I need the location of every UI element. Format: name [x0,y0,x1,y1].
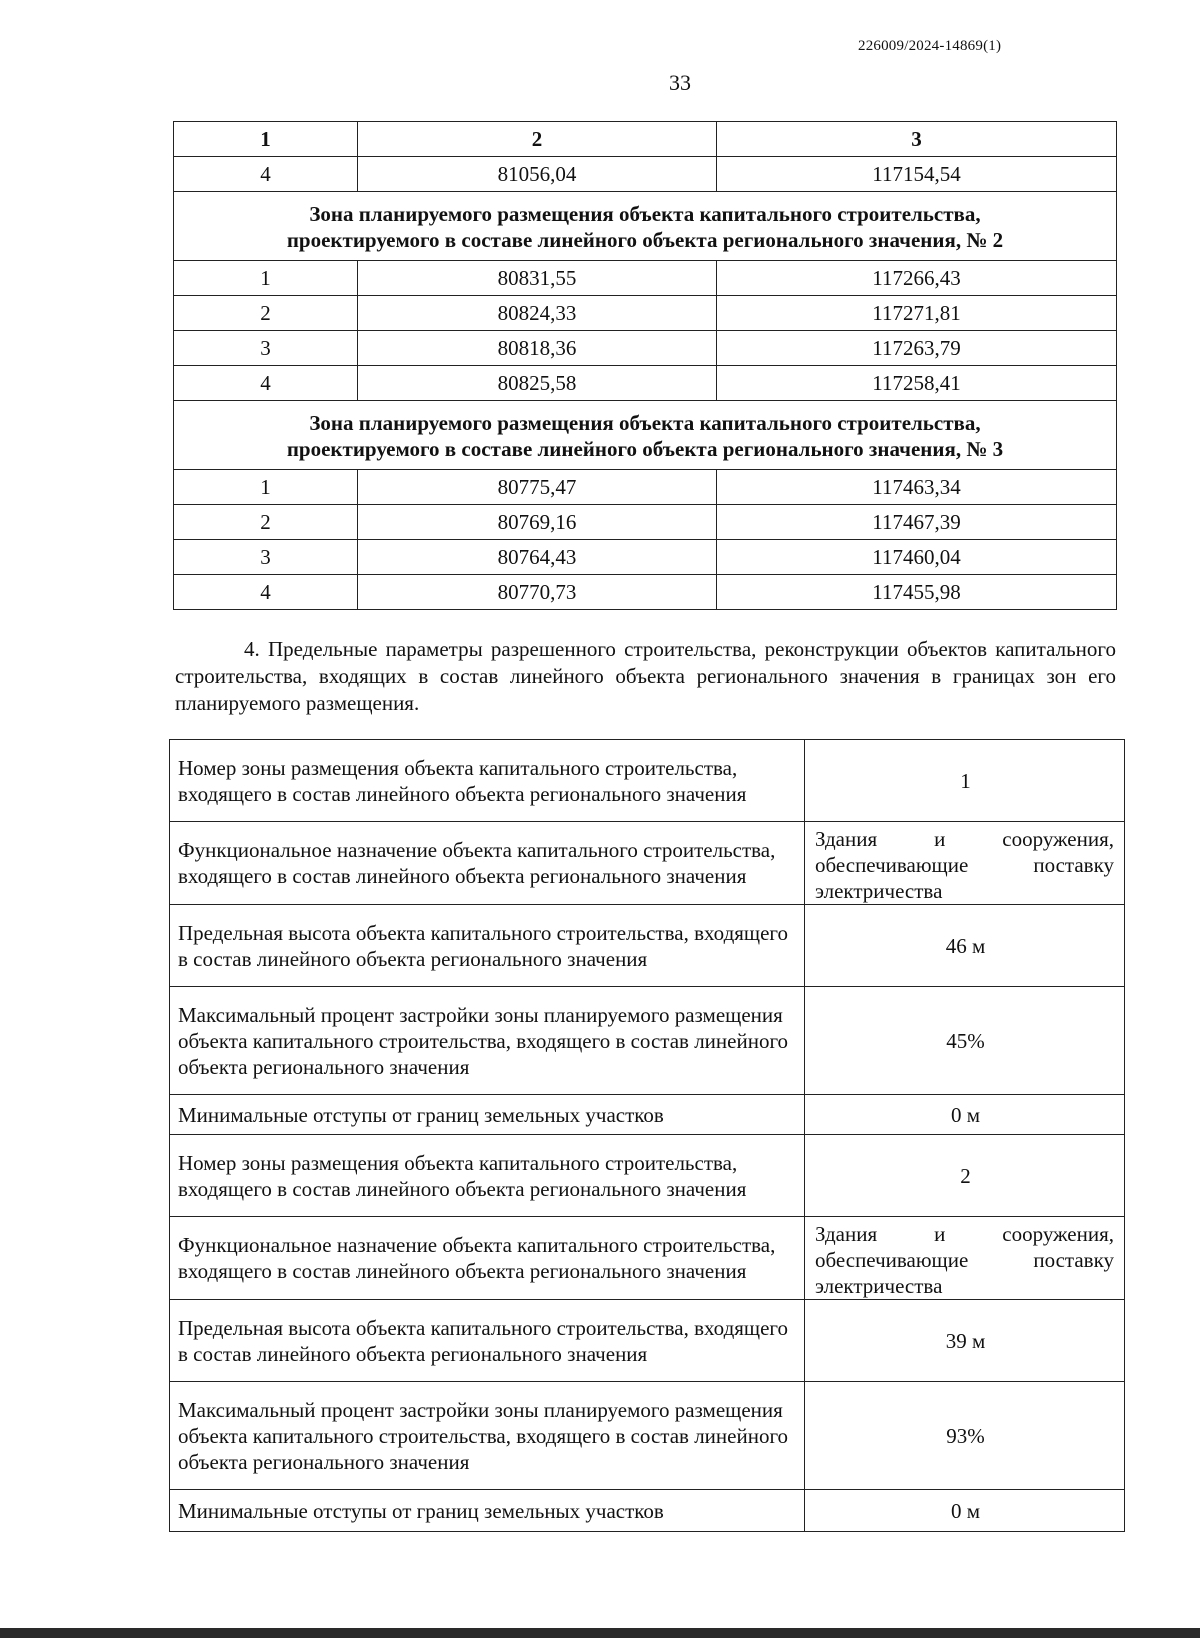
coord-y: 117263,79 [717,331,1117,366]
table-row [174,366,1117,401]
table-row [174,157,1117,192]
param-value: 39 м [805,1300,1125,1382]
param-label: Номер зоны размещения объекта капитального строительства, входящего в состав линейного объекта регионального значения [170,1135,805,1217]
point-number: 4 [174,366,358,401]
param-value: 2 [805,1135,1125,1217]
table-row [174,505,1117,540]
param-row [170,987,1125,1095]
param-value: 93% [805,1382,1125,1490]
param-label: Максимальный процент застройки зоны планируемого размещения объекта капитального строительства, входящего в состав линейного объекта регионального значения [170,1382,805,1490]
page-number: 33 [669,70,691,95]
section-4-paragraph: 4. Предельные параметры разрешенного строительства, реконструкции объектов капитального строительства, входящих в состав линейного объекта регионального значения в границах зон его планируемого размещения. [175,637,1116,715]
param-value: 46 м [805,905,1125,987]
zone-header-row [174,192,1117,261]
point-number: 1 [174,261,358,296]
column-header: 3 [717,122,1117,157]
param-row [170,1095,1125,1135]
param-label: Минимальные отступы от границ земельных участков [170,1095,805,1135]
coord-x: 80825,58 [358,366,717,401]
column-header: 1 [174,122,358,157]
table-header-row [174,122,1117,157]
zone-title-line: проектируемого в составе линейного объекта регионального значения, № 3 [286,437,1004,461]
param-label: Максимальный процент застройки зоны планируемого размещения объекта капитального строительства, входящего в состав линейного объекта регионального значения [170,987,805,1095]
coord-y: 117455,98 [717,575,1117,610]
param-value: 1 [805,740,1125,822]
point-number: 2 [174,505,358,540]
param-row [170,1217,1125,1300]
table-row [174,261,1117,296]
param-label: Функциональное назначение объекта капитального строительства, входящего в состав линейного объекта регионального значения [170,1217,805,1300]
point-number: 4 [174,575,358,610]
point-number: 1 [174,470,358,505]
coord-x: 80824,33 [358,296,717,331]
coord-x: 80769,16 [358,505,717,540]
coord-x: 81056,04 [358,157,717,192]
param-value: 0 м [805,1490,1125,1532]
param-row [170,1382,1125,1490]
param-label: Минимальные отступы от границ земельных участков [170,1490,805,1532]
param-row [170,740,1125,822]
column-header: 2 [358,122,717,157]
coord-y: 117460,04 [717,540,1117,575]
param-value: 0 м [805,1095,1125,1135]
point-number: 4 [174,157,358,192]
param-value: Здания и сооружения, обеспечивающие поставку электричества [805,1217,1125,1300]
param-row [170,1135,1125,1217]
coord-x: 80818,36 [358,331,717,366]
coord-x: 80831,55 [358,261,717,296]
zone-title-line: проектируемого в составе линейного объекта регионального значения, № 2 [286,228,1004,252]
coord-y: 117266,43 [717,261,1117,296]
table-row [174,575,1117,610]
zone-title [174,192,1117,261]
param-row [170,822,1125,905]
point-number: 2 [174,296,358,331]
param-label: Функциональное назначение объекта капитального строительства, входящего в состав линейного объекта регионального значения [170,822,805,905]
coord-y: 117271,81 [717,296,1117,331]
table-row [174,470,1117,505]
coord-y: 117258,41 [717,366,1117,401]
point-number: 3 [174,540,358,575]
document-id: 226009/2024-14869(1) [858,38,1002,54]
param-row [170,905,1125,987]
table-row [174,331,1117,366]
param-row [170,1300,1125,1382]
parameters-table [169,739,1125,1532]
zone-header-row [174,401,1117,470]
table-row [174,540,1117,575]
coord-y: 117154,54 [717,157,1117,192]
coord-y: 117467,39 [717,505,1117,540]
zone-title-line: Зона планируемого размещения объекта капитального строительства, [309,411,981,435]
coord-x: 80770,73 [358,575,717,610]
table-row [174,296,1117,331]
param-label: Предельная высота объекта капитального строительства, входящего в состав линейного объекта регионального значения [170,905,805,987]
coord-x: 80775,47 [358,470,717,505]
param-label: Предельная высота объекта капитального строительства, входящего в состав линейного объекта регионального значения [170,1300,805,1382]
param-label: Номер зоны размещения объекта капитального строительства, входящего в состав линейного объекта регионального значения [170,740,805,822]
coord-y: 117463,34 [717,470,1117,505]
coord-x: 80764,43 [358,540,717,575]
param-value: Здания и сооружения, обеспечивающие поставку электричества [805,822,1125,905]
point-number: 3 [174,331,358,366]
zone-title [174,401,1117,470]
param-value: 45% [805,987,1125,1095]
zone-title-line: Зона планируемого размещения объекта капитального строительства, [309,202,981,226]
param-row [170,1490,1125,1532]
coordinates-table [173,121,1117,610]
scan-edge-bar [0,1628,1200,1638]
